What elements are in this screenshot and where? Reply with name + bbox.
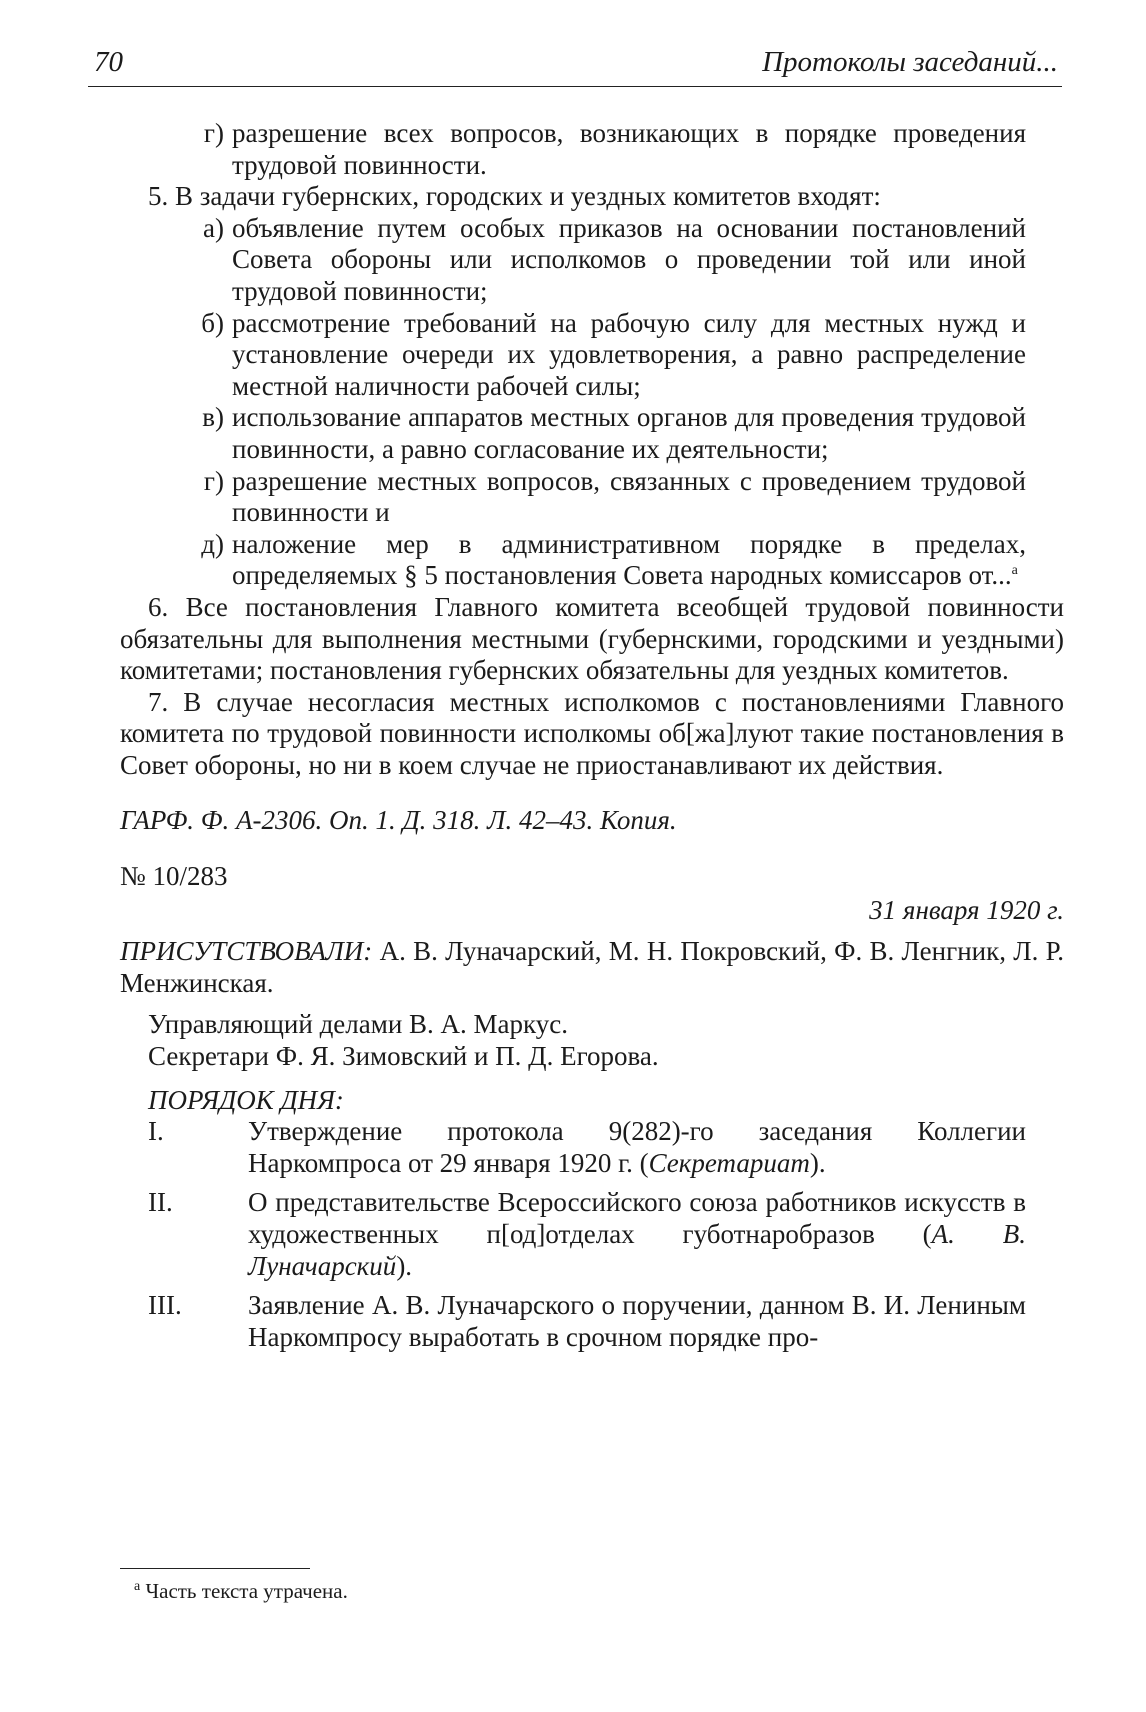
- agenda-text: [248, 1116, 1026, 1179]
- manager-line: Управляющий делами В. А. Маркус.: [148, 1009, 569, 1040]
- page-body: [120, 118, 1064, 1353]
- item-marker: г): [203, 465, 224, 496]
- footnote-divider: [120, 1568, 310, 1569]
- page-header: [88, 40, 1062, 87]
- paragraph-5: 5. В задачи губернских, городских и уездных комитетов входят:: [148, 181, 881, 212]
- running-title: Протоколы заседаний...: [762, 46, 1058, 78]
- protocol-number: № 10/283: [120, 861, 228, 892]
- item-text: разрешение всех вопросов, возникающих в порядке проведения трудовой повинности.: [232, 118, 1026, 180]
- agenda-text-body: Утверждение протокола 9(282)-го заседания Коллегии Наркомпроса от 29 января 1920 г. (: [248, 1116, 1026, 1178]
- archive-source: ГАРФ. Ф. А-2306. Оп. 1. Д. 318. Л. 42–43. Копия.: [120, 805, 677, 836]
- agenda-text: Заявление А. В. Луначарского о поручении, данном В. И. Лениным Наркомпросу выработать в срочном порядке про-: [248, 1290, 1026, 1352]
- paragraph-7: 7. В случае несогласия местных исполкомов с постановлениями Главного комитета по трудовой повинности исполкомы об[жа]луют такие постановления в Совет обороны, но ни в коем случае не приостанавливают их действия.: [120, 686, 1064, 780]
- agenda-text: [248, 1187, 1026, 1282]
- list-item-5b: [162, 308, 1026, 403]
- agenda-title: ПОРЯДОК ДНЯ:: [148, 1084, 344, 1115]
- agenda-speaker: Секретариат: [648, 1147, 810, 1178]
- item-text: объявление путем особых приказов на основании постановлений Совета обороны или исполкомов о проведении той или иной трудовой повинности;: [232, 212, 1026, 306]
- agenda-marker: II.: [148, 1187, 173, 1218]
- footnote-mark: а: [134, 1579, 141, 1594]
- agenda-close: ).: [809, 1147, 826, 1178]
- agenda-speaker: А. В. Луначарский: [248, 1219, 1026, 1281]
- agenda-item-1: [148, 1116, 1026, 1179]
- item-marker: д): [201, 528, 224, 559]
- list-item-4g: [162, 118, 1026, 181]
- list-item-5d: [162, 529, 1026, 592]
- item-text: использование аппаратов местных органов для проведения трудовой повинности, а равно согласование их деятельности;: [232, 402, 1026, 464]
- list-item-5a: [162, 213, 1026, 308]
- agenda-text-body: О представительстве Всероссийского союза работников искусств в художественных п[од]отделах губотнаробразов (: [248, 1187, 1026, 1249]
- list-item-5v: [162, 402, 1026, 465]
- item-marker: в): [202, 402, 224, 433]
- footnote-text: Часть текста утрачена.: [140, 1579, 348, 1603]
- item-marker: а): [203, 212, 224, 243]
- attendees-label: ПРИСУТСТВОВАЛИ:: [120, 936, 373, 967]
- attendees: [120, 936, 1064, 999]
- item-marker: б): [201, 307, 224, 338]
- page-number: 70: [94, 46, 123, 78]
- paragraph-6: 6. Все постановления Главного комитета всеобщей трудовой повинности обязательны для выполнения местными (губернскими, городскими и уездными) комитетами; постановления губернских обязательны для уездных комитетов.: [120, 591, 1064, 686]
- item-text-body: наложение мер в административном порядке в пределах, определяемых § 5 постановления Совета народных комиссаров от...: [232, 528, 1026, 591]
- attendees-names: А. В. Луначарский, М. Н. Покровский, Ф. В. Ленгник, Л. Р. Менжинская.: [120, 936, 1064, 998]
- protocol-date: 31 января 1920 г.: [869, 894, 1064, 925]
- item-text: рассмотрение требований на рабочую силу для местных нужд и установление очереди их удовлетворения, а равно распределение местной наличности рабочей силы;: [232, 307, 1026, 401]
- secretaries-line: Секретари Ф. Я. Зимовский и П. Д. Егорова.: [148, 1041, 659, 1072]
- agenda-marker: III.: [148, 1290, 182, 1321]
- item-text: [232, 529, 1026, 592]
- item-marker: г): [203, 118, 224, 148]
- agenda-item-3: [148, 1290, 1026, 1353]
- list-item-5g: [162, 466, 1026, 529]
- footnote: [134, 1578, 348, 1604]
- agenda-close: ).: [396, 1250, 413, 1281]
- agenda-marker: I.: [148, 1116, 164, 1147]
- item-text: разрешение местных вопросов, связанных с проведением трудовой повинности и: [232, 465, 1026, 528]
- footnote-reference: а: [1011, 563, 1018, 579]
- agenda-item-2: [148, 1187, 1026, 1282]
